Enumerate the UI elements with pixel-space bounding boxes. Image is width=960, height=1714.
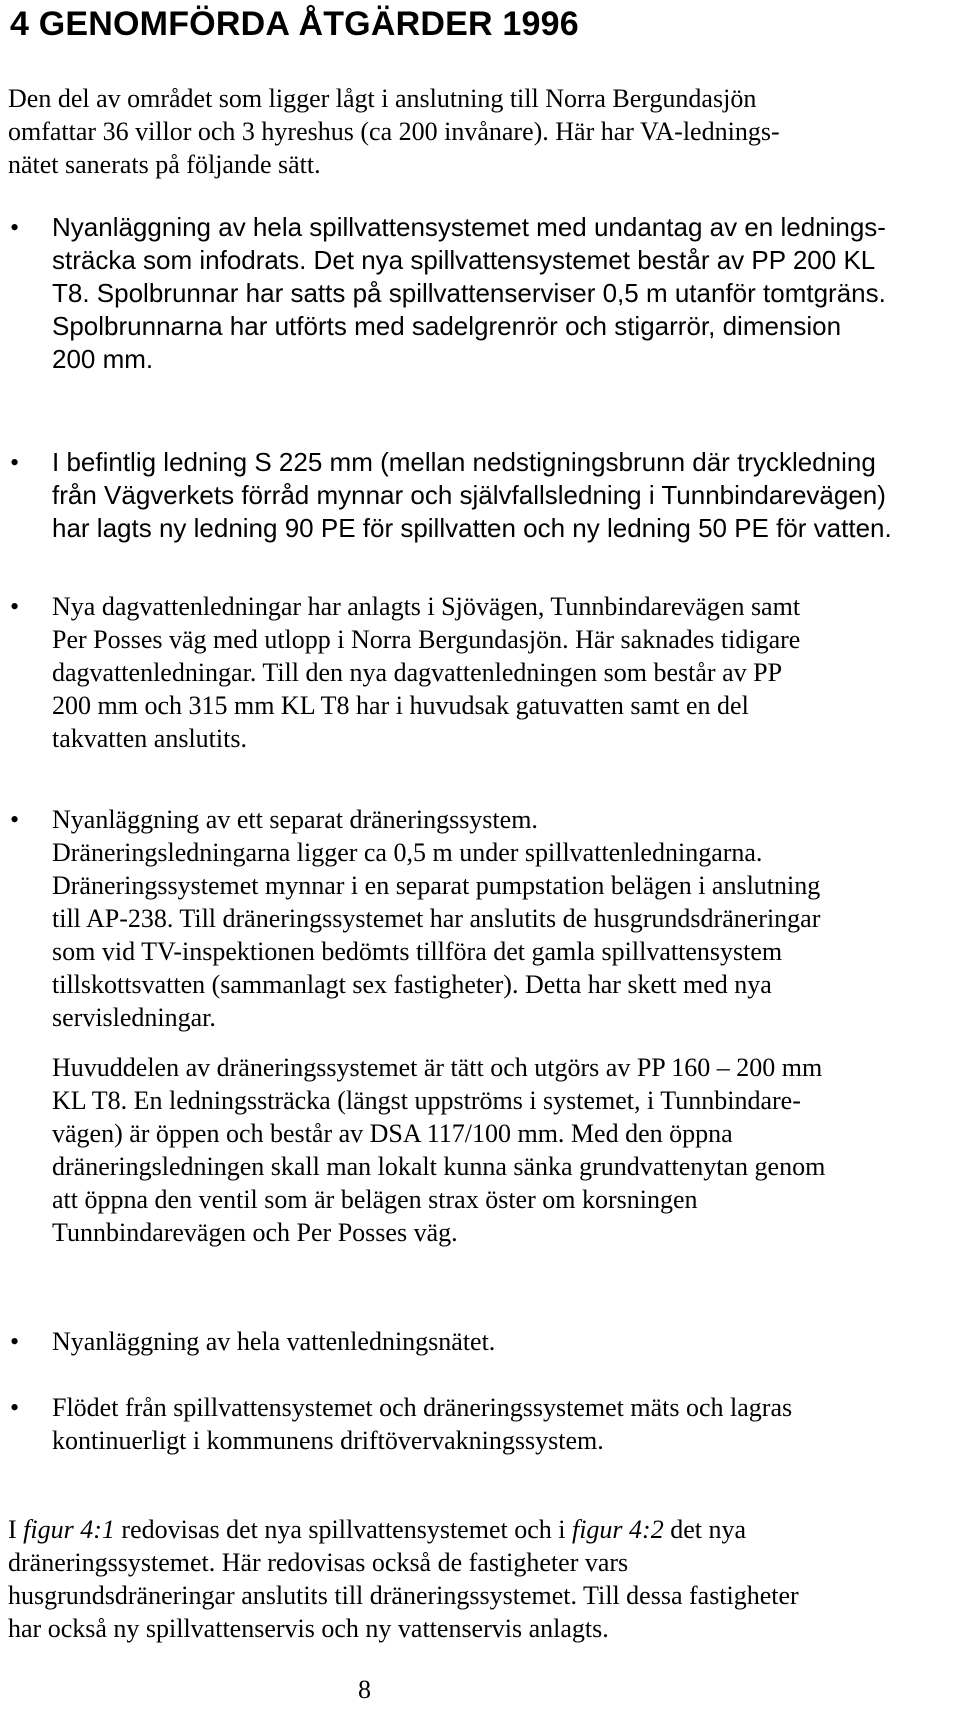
continuation-line: KL T8. En ledningssträcka (längst uppströms i systemet, i Tunnbindare-	[52, 1086, 801, 1115]
closing-text: redovisas det nya spillvattensystemet och i	[114, 1515, 572, 1544]
continuation-line: dräneringsledningen skall man lokalt kunna sänka grundvattenytan genom	[52, 1152, 826, 1181]
bullet-line: 200 mm.	[52, 344, 154, 374]
closing-line: har också ny spillvattenservis och ny vattenservis anlagts.	[8, 1614, 609, 1643]
continuation-line: vägen) är öppen och består av DSA 117/100 mm. Med den öppna	[52, 1119, 733, 1148]
bullet-line: I befintlig ledning S 225 mm (mellan nedstigningsbrunn där tryckledning	[52, 447, 876, 477]
continuation-line: att öppna den ventil som är belägen strax öster om korsningen	[52, 1185, 698, 1214]
intro-line: Den del av området som ligger lågt i anslutning till Norra Bergundasjön	[8, 84, 757, 113]
bullet-icon: •	[10, 805, 20, 834]
bullet-icon: •	[10, 448, 20, 477]
bullet-line: kontinuerligt i kommunens driftövervakningssystem.	[52, 1426, 604, 1455]
intro-line: omfattar 36 villor och 3 hyreshus (ca 200 invånare). Här har VA-lednings-	[8, 117, 780, 146]
bullet-text	[52, 803, 820, 1034]
bullet-line: Dräneringssystemet mynnar i en separat pumpstation belägen i anslutning	[52, 871, 821, 900]
figure-reference: figur 4:1	[23, 1515, 115, 1544]
closing-line: husgrundsdräneringar anslutits till dräneringssystemet. Till dessa fastigheter	[8, 1581, 799, 1610]
bullet-icon: •	[10, 592, 20, 621]
bullet-line: Flödet från spillvattensystemet och dräneringssystemet mäts och lagras	[52, 1393, 793, 1422]
bullet-line: Per Posses väg med utlopp i Norra Bergundasjön. Här saknades tidigare	[52, 625, 801, 654]
intro-paragraph	[8, 82, 958, 181]
continuation-line: Huvuddelen av dräneringssystemet är tätt och utgörs av PP 160 – 200 mm	[52, 1053, 823, 1082]
closing-text: det nya	[663, 1515, 747, 1544]
continuation-line: Tunnbindarevägen och Per Posses väg.	[52, 1218, 458, 1247]
bullet-line: som vid TV-inspektionen bedömts tillföra det gamla spillvattensystem	[52, 937, 783, 966]
bullet-line: Nyanläggning av hela vattenledningsnätet.	[52, 1327, 496, 1356]
bullet-text	[52, 446, 892, 545]
closing-paragraph	[8, 1513, 958, 1645]
bullet-line: har lagts ny ledning 90 PE för spillvatten och ny ledning 50 PE för vatten.	[52, 513, 892, 543]
bullet-line: Spolbrunnarna har utförts med sadelgrenrör och stigarrör, dimension	[52, 311, 842, 341]
bullet-line: takvatten anslutits.	[52, 724, 247, 753]
closing-line	[8, 1513, 958, 1546]
bullet-line: från Vägverkets förråd mynnar och självfallsledning i Tunnbindarevägen)	[52, 480, 886, 510]
closing-line: dräneringssystemet. Här redovisas också de fastigheter vars	[8, 1548, 629, 1577]
closing-text: I	[8, 1515, 24, 1544]
bullet-line: servisledningar.	[52, 1003, 216, 1032]
intro-line: nätet sanerats på följande sätt.	[8, 150, 321, 179]
bullet-line: till AP-238. Till dräneringssystemet har anslutits de husgrundsdräneringar	[52, 904, 821, 933]
bullet-text	[52, 211, 886, 376]
bullet-line: Dräneringsledningarna ligger ca 0,5 m under spillvattenledningarna.	[52, 838, 763, 867]
bullet-line: Nyanläggning av ett separat dräneringssystem.	[52, 805, 538, 834]
bullet-line: T8. Spolbrunnar har satts på spillvattenserviser 0,5 m utanför tomtgräns.	[52, 278, 886, 308]
bullet-line: dagvattenledningar. Till den nya dagvattenledningen som består av PP	[52, 658, 783, 687]
bullet-line: tillskottsvatten (sammanlagt sex fastigheter). Detta har skett med nya	[52, 970, 772, 999]
continuation-text	[52, 1051, 825, 1249]
bullet-text	[52, 590, 800, 755]
bullet-text	[52, 1325, 495, 1358]
bullet-line: 200 mm och 315 mm KL T8 har i huvudsak gatuvatten samt en del	[52, 691, 749, 720]
figure-reference: figur 4:2	[571, 1515, 664, 1544]
bullet-text	[52, 1391, 792, 1457]
bullet-icon: •	[10, 1393, 20, 1422]
page-number: 8	[358, 1675, 371, 1704]
section-heading: 4 GENOMFÖRDA ÅTGÄRDER 1996	[10, 5, 579, 43]
bullet-line: sträcka som infodrats. Det nya spillvattensystemet består av PP 200 KL	[52, 245, 876, 275]
bullet-icon: •	[10, 1327, 20, 1356]
bullet-line: Nya dagvattenledningar har anlagts i Sjövägen, Tunnbindarevägen samt	[52, 592, 801, 621]
bullet-icon: •	[10, 213, 20, 242]
bullet-line: Nyanläggning av hela spillvattensystemet med undantag av en lednings-	[52, 212, 886, 242]
